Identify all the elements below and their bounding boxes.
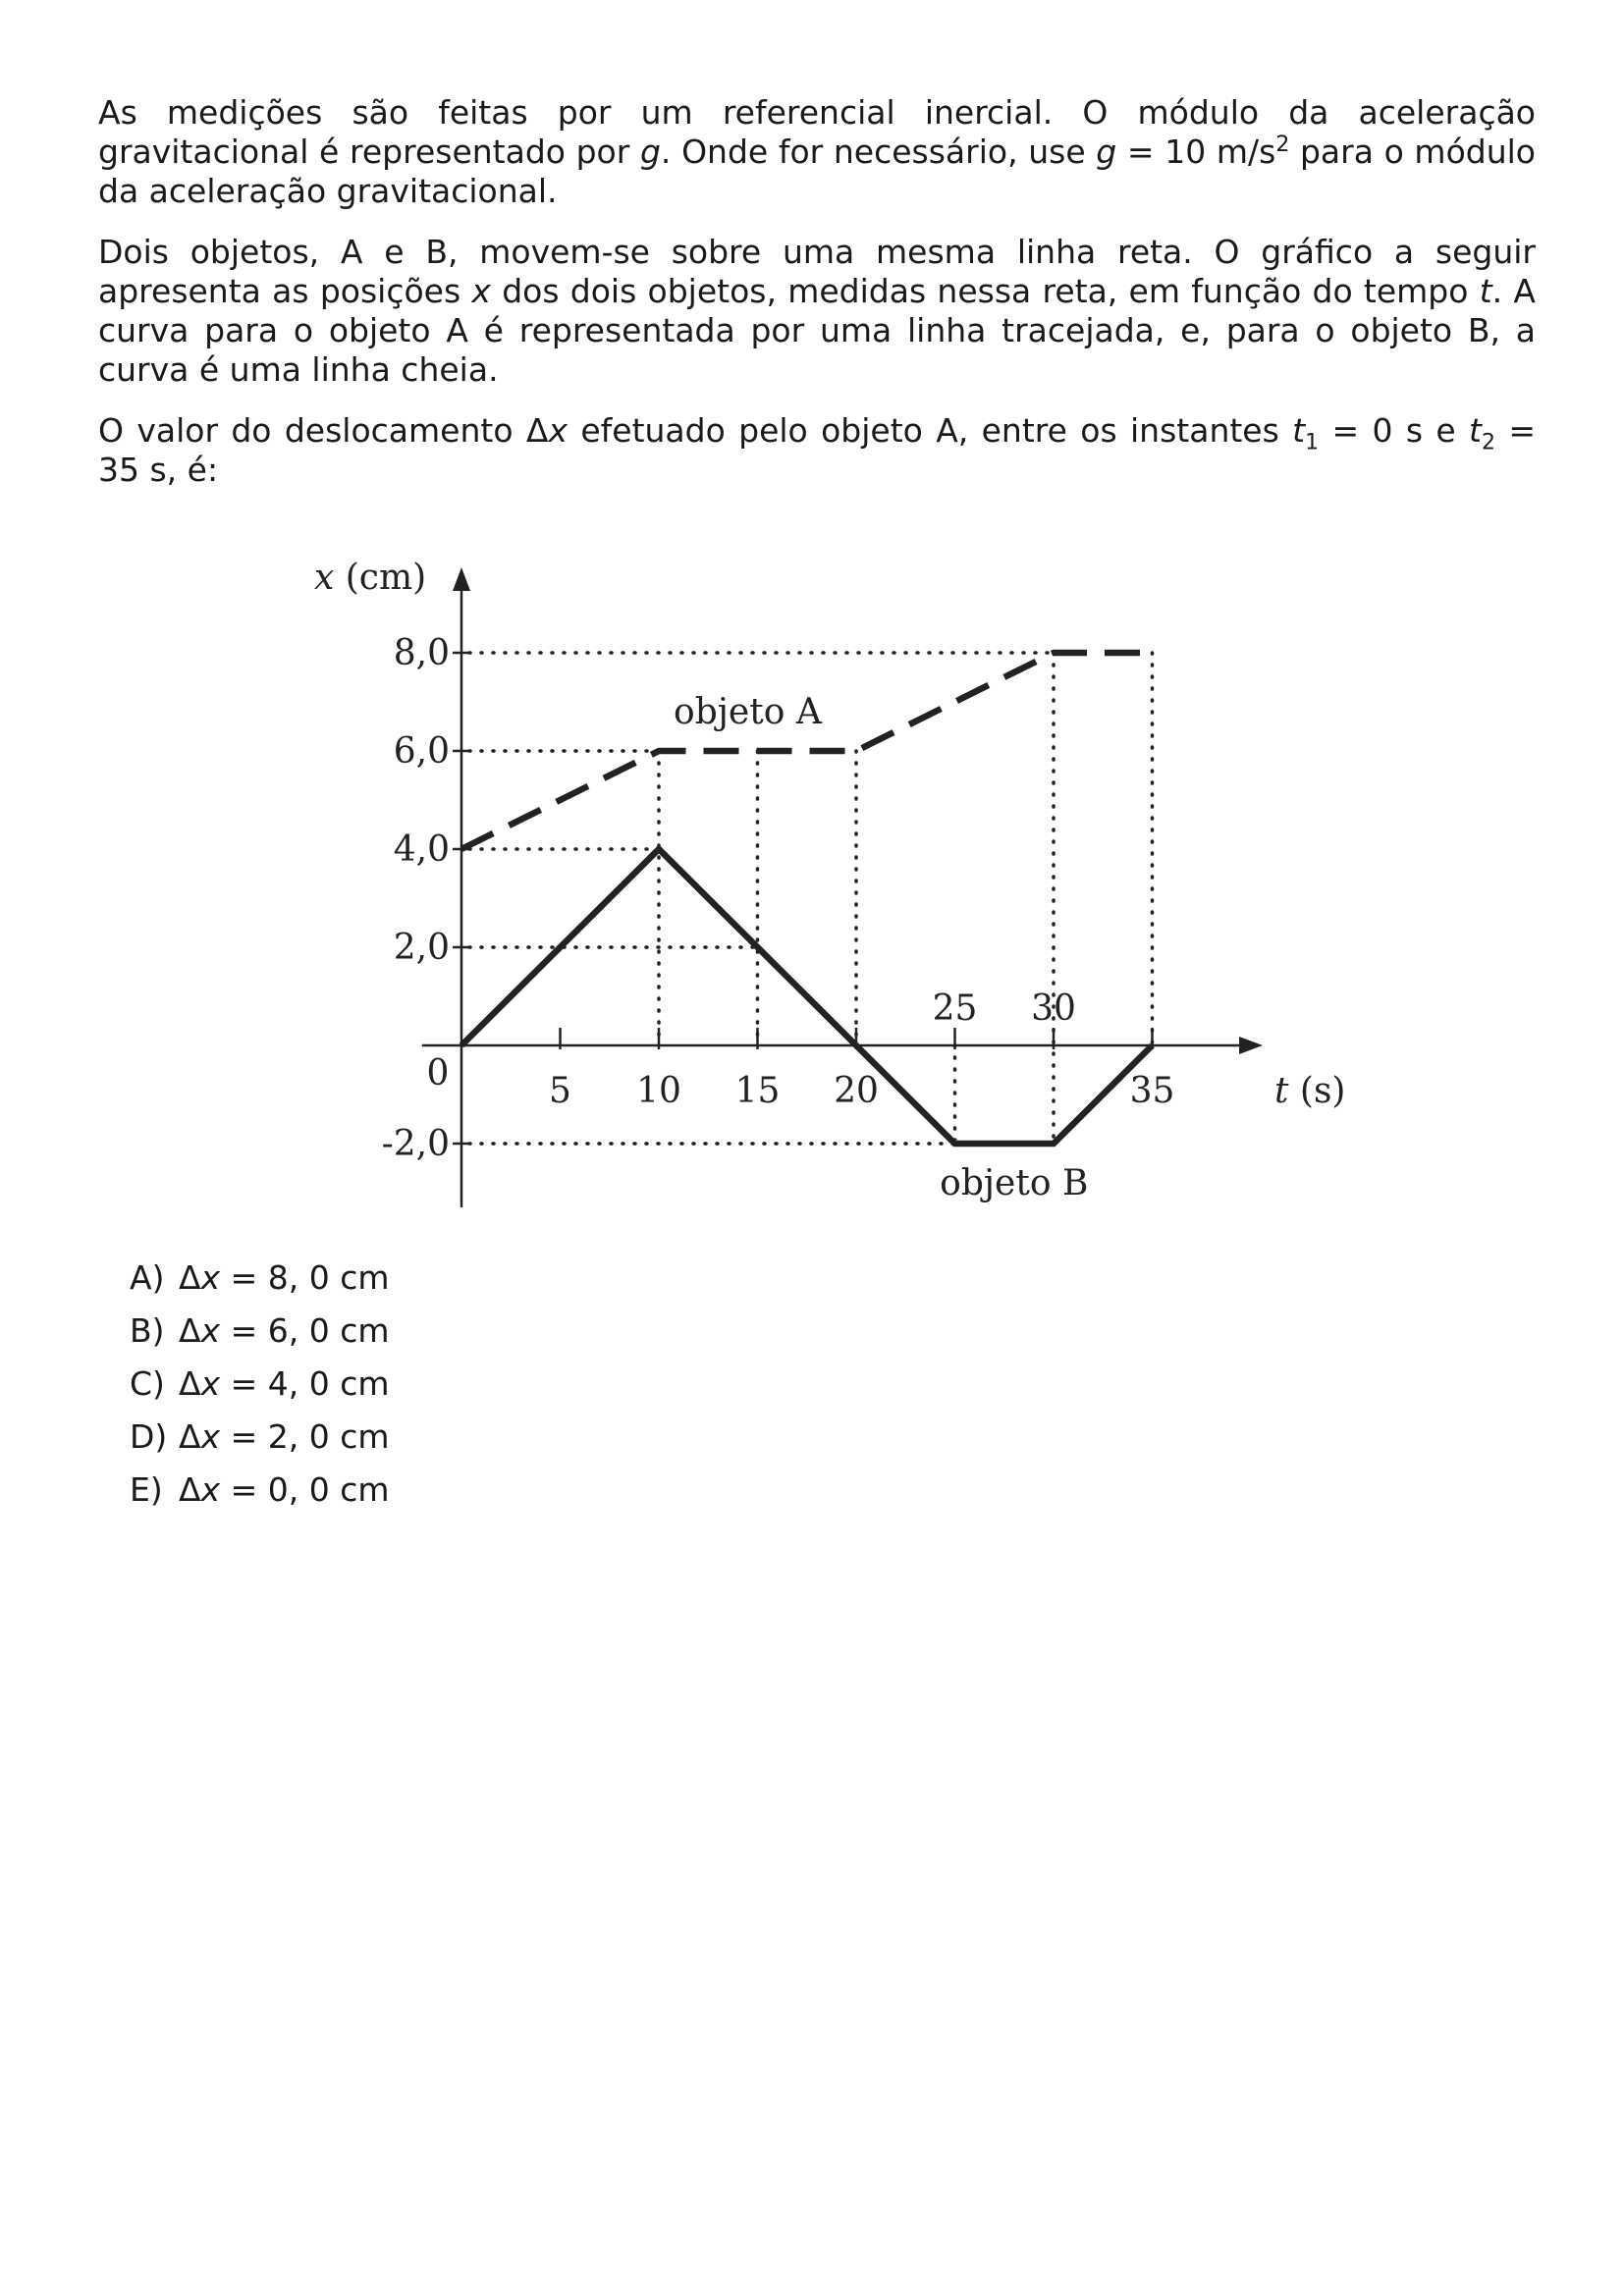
x-axis-arrow — [1239, 1037, 1263, 1054]
position-time-graph — [295, 530, 1346, 1217]
x-tick-label: 35 — [1129, 1071, 1175, 1111]
option-value: = 8, 0 cm — [220, 1258, 390, 1297]
option-delta: Δ — [179, 1417, 201, 1456]
option-d[interactable] — [130, 1411, 390, 1464]
option-variable: x — [200, 1417, 221, 1456]
p3-text-a: O valor do deslocamento Δ — [98, 411, 549, 450]
y-tick-label: 6,0 — [393, 731, 450, 772]
option-label: D) — [130, 1417, 168, 1456]
paragraph-gravity — [98, 93, 1536, 211]
option-delta: Δ — [179, 1258, 201, 1297]
option-label: B) — [130, 1311, 165, 1350]
question-text — [98, 93, 1536, 511]
option-variable: x — [200, 1470, 221, 1509]
option-value: = 6, 0 cm — [220, 1311, 390, 1350]
option-label: A) — [130, 1258, 165, 1297]
x-tick-label-upper: 30 — [1031, 988, 1076, 1029]
y-tick-label: 2,0 — [393, 928, 450, 968]
p1-text-d: para o módulo da aceleração gravitacional. — [98, 133, 1536, 210]
x-axis-label: t (s) — [1274, 1071, 1346, 1111]
p3-var-x: x — [548, 411, 568, 450]
p1-text-c: = 10 m/s — [1116, 133, 1276, 171]
axes — [422, 567, 1263, 1207]
option-b[interactable] — [130, 1305, 390, 1358]
paragraph-description — [98, 233, 1536, 390]
option-variable: x — [200, 1311, 221, 1350]
p1-exponent: 2 — [1275, 133, 1290, 157]
option-variable: x — [200, 1364, 221, 1403]
option-delta: Δ — [179, 1470, 201, 1509]
option-variable: x — [200, 1258, 221, 1297]
y-tick-label: 4,0 — [393, 829, 450, 870]
option-delta: Δ — [179, 1311, 201, 1350]
p3-text-b: efetuado pelo objeto A, entre os instantes — [567, 411, 1293, 450]
p1-var-g: g — [639, 133, 661, 171]
x-tick-label: 10 — [636, 1071, 681, 1111]
option-c[interactable] — [130, 1358, 390, 1411]
p2-var-t: t — [1479, 272, 1492, 310]
x-tick-label: 5 — [549, 1071, 571, 1111]
p3-sub1: 1 — [1305, 430, 1320, 455]
y-tick-label: -2,0 — [381, 1124, 450, 1164]
p2-text-a: Dois objetos, A e B, movem-se sobre uma mesma linha reta. O gráfico a seguir apresenta as posições — [98, 233, 1536, 310]
axis-labels — [314, 558, 1345, 1203]
p3-sub2: 2 — [1482, 430, 1495, 455]
option-e[interactable] — [130, 1464, 390, 1517]
option-delta: Δ — [179, 1364, 201, 1403]
series-label-objeto-a: objeto A — [674, 692, 822, 732]
p3-text-c: = 0 s e — [1319, 411, 1470, 450]
option-a[interactable] — [130, 1252, 390, 1305]
p1-text-b: . Onde for necessário, use — [660, 133, 1097, 171]
x-tick-label: 15 — [734, 1071, 781, 1111]
option-value: = 4, 0 cm — [220, 1364, 390, 1403]
p1-text-a: As medições são feitas por um referencial inercial. O módulo da aceleração gravitacional é representado por — [98, 93, 1536, 171]
answer-options — [130, 1252, 390, 1517]
p3-var-t2: t — [1469, 411, 1482, 450]
p2-text-c: . A curva para o objeto A é representada por uma linha tracejada, e, para o objeto B, a curva é uma linha cheia. — [98, 272, 1536, 389]
p2-var-x: x — [471, 272, 491, 310]
y-tick-label: 8,0 — [393, 633, 450, 673]
p3-text-d: = 35 s, é: — [98, 411, 1537, 489]
p1-var-g2: g — [1096, 133, 1117, 171]
p2-text-b: dos dois objetos, medidas nessa reta, em função do tempo — [490, 272, 1480, 310]
x-tick-label: 20 — [834, 1071, 879, 1111]
paragraph-question — [98, 411, 1536, 490]
option-label: C) — [130, 1364, 165, 1403]
p3-var-t1: t — [1292, 411, 1306, 450]
option-label: E) — [130, 1470, 163, 1509]
x-tick-label-upper: 25 — [932, 988, 978, 1029]
y-axis-label: x (cm) — [314, 558, 427, 598]
option-value: = 2, 0 cm — [220, 1417, 390, 1456]
option-value: = 0, 0 cm — [220, 1470, 390, 1509]
origin-label: 0 — [426, 1053, 450, 1094]
series-label-objeto-b: objeto B — [940, 1163, 1089, 1203]
y-axis-arrow — [453, 567, 470, 591]
